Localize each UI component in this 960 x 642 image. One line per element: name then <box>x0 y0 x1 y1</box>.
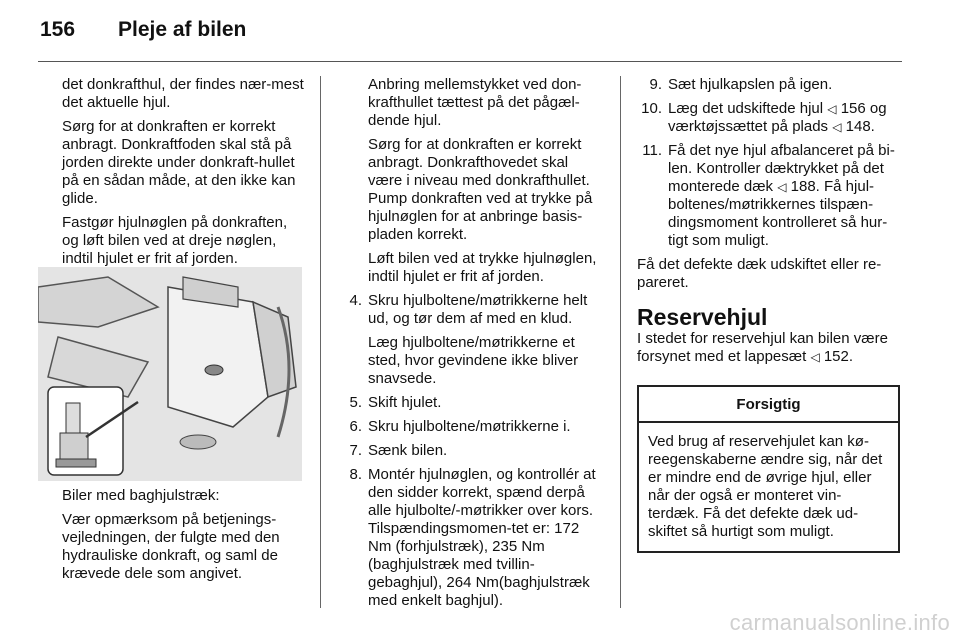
paragraph <box>637 330 905 366</box>
caution-box <box>637 385 900 553</box>
column-2 <box>337 76 605 616</box>
section-heading: Reservehjul <box>637 304 768 330</box>
jack-illustration <box>38 267 302 481</box>
list-number: 8. <box>349 466 362 483</box>
list-number: 7. <box>349 442 362 459</box>
list-text <box>668 142 905 250</box>
list-item <box>637 100 905 136</box>
list-text: Skru hjulboltene/møtrikkerne i. <box>368 418 571 435</box>
column-1 <box>62 76 304 274</box>
paragraph: Få det defekte dæk udskiftet eller re-pareret. <box>637 256 882 291</box>
list-subtext: Læg hjulboltene/møtrikkerne et sted, hvor gevindene ikke bliver snavsede. <box>368 334 579 387</box>
caption-text: Vær opmærksom på betjenings-vejledningen, der fulgte med den hydrauliske donkraft, og saml de krævede dele som angivet. <box>62 511 280 582</box>
paragraph: Sørg for at donkraften er korrekt anbragt. Donkrafthovedet skal være i niveau med donkrafthullet. Pump donkraften ved at trykke på hjulnøglen for at anbringe basis-pladen korrekt. <box>368 136 593 243</box>
list-text: Skru hjulboltene/møtrikkerne helt ud, og tør dem af med en klud. <box>368 292 588 327</box>
paragraph: Fastgør hjulnøglen på donkraften, og løft bilen ved at dreje nøglen, indtil hjulet er frit af jorden. <box>62 214 288 267</box>
list-number: 9. <box>649 76 662 93</box>
caution-text: Ved brug af reservehjulet kan kø-reegenskaberne ændre sig, når det er mindre end de øvrige hjul, eller når der også er monteret vin-terdæk. Få det defekte dæk ud-skiftet så hurtigt som muligt. <box>648 433 883 540</box>
watermark: carmanualsonline.info <box>729 610 950 635</box>
list-item <box>637 142 905 250</box>
caution-title: Forsigtig <box>639 387 898 423</box>
column-3 <box>637 76 905 372</box>
text-part: 152. <box>823 348 854 365</box>
list-text <box>668 100 905 136</box>
list-number: 6. <box>349 418 362 435</box>
text-part: Få det nye hjul afbalanceret på bi-len. Kontroller dæktrykket på det monterede dæk <box>668 142 895 195</box>
hydraulic-jack-icon <box>38 267 302 481</box>
text-part: Læg det udskiftede hjul <box>668 100 824 117</box>
list-text: Sæt hjulkapslen på igen. <box>668 76 833 93</box>
header-rule <box>38 61 902 62</box>
paragraph: det donkrafthul, der findes nær-mest det aktuelle hjul. <box>62 76 304 111</box>
list-item <box>337 292 605 328</box>
column-divider-2 <box>620 76 621 608</box>
paragraph: Anbring mellemstykket ved don-krafthullet tættest på det pågæl-dende hjul. <box>368 76 582 129</box>
list-number: 4. <box>349 292 362 309</box>
page-ref-arrow-icon: ◁ <box>827 102 837 116</box>
list-item <box>337 418 605 436</box>
paragraph: Løft bilen ved at trykke hjulnøglen, indtil hjulet er frit af jorden. <box>368 250 597 285</box>
page-ref-arrow-icon: ◁ <box>777 180 787 194</box>
list-text: Skift hjulet. <box>368 394 442 411</box>
list-item <box>637 76 905 94</box>
page-title: Pleje af bilen <box>118 18 247 41</box>
page-ref-arrow-icon: ◁ <box>810 350 820 364</box>
list-number: 11. <box>642 142 662 159</box>
list-item <box>337 394 605 412</box>
text-part: 188. Få hjul-boltenes/møtrikkernes tilspæn-dingsmoment kontrolleret så hur-tigt som muligt. <box>668 178 888 249</box>
list-text: Sænk bilen. <box>368 442 448 459</box>
text-part: 156 og værktøjssættet på plads <box>668 100 887 135</box>
list-item <box>337 442 605 460</box>
list-item <box>337 466 605 610</box>
caption-heading: Biler med baghjulstræk: <box>62 487 220 504</box>
text-part: 148. <box>845 118 875 135</box>
page-header <box>40 18 246 48</box>
text-part: I stedet for reservehjul kan bilen være forsynet med et lappesæt <box>637 330 888 365</box>
illustration-caption <box>62 487 304 589</box>
page-number: 156 <box>40 18 76 41</box>
list-number: 10. <box>641 100 662 117</box>
column-divider-1 <box>320 76 321 608</box>
list-number: 5. <box>349 394 362 411</box>
list-text: Montér hjulnøglen, og kontrollér at den sidder korrekt, spænd derpå alle hjulbolte/-møtrikker over kors. Tilspændingsmomen-tet er: 172 Nm (forhjulstræk), 235 Nm (baghjulstræk med tvillin-gebaghjul), 264 Nm(baghjulstræk med enkelt baghjul). <box>368 466 596 609</box>
page-ref-arrow-icon: ◁ <box>832 120 842 134</box>
paragraph: Sørg for at donkraften er korrekt anbragt. Donkraftfoden skal stå på jorden direkte under donkraft-hullet på en sådan måde, at den ikke kan glide. <box>62 118 296 207</box>
